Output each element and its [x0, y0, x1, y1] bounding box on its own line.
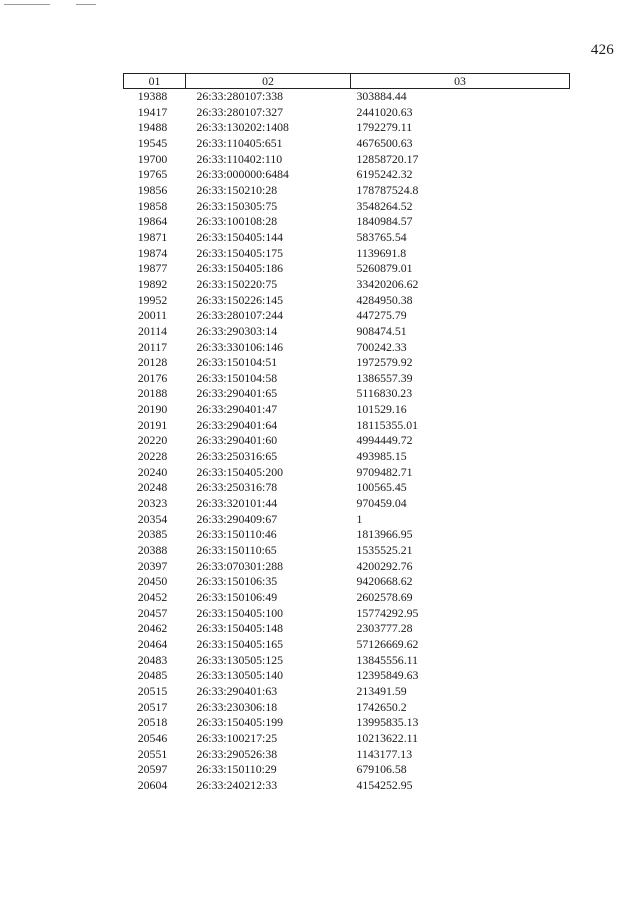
cell-value: 33420206.62 — [356, 276, 419, 291]
table-row — [124, 355, 570, 371]
cell-value: 10213622.11 — [356, 730, 418, 745]
page-number: 426 — [590, 42, 614, 58]
cell-cadastral-number: 26:33:290401:60 — [196, 433, 278, 448]
table-row — [124, 324, 570, 340]
cell-id: 20518 — [137, 715, 168, 730]
cell-id: 20128 — [137, 355, 168, 370]
cell-value: 9420668.62 — [356, 574, 413, 589]
table-row — [124, 684, 570, 700]
cell-id: 20604 — [137, 777, 168, 792]
table-row — [124, 527, 570, 543]
cell-cadastral-number: 26:33:150305:75 — [196, 198, 278, 213]
cell-id: 19700 — [137, 151, 168, 166]
cell-id: 20597 — [137, 762, 168, 777]
cell-cadastral-number: 26:33:280107:338 — [196, 89, 284, 103]
cell-cadastral-number: 26:33:150104:51 — [196, 355, 278, 370]
cell-id: 19871 — [137, 229, 168, 244]
table-row — [124, 433, 570, 449]
cell-value: 583765.54 — [356, 229, 407, 244]
cell-cadastral-number: 26:33:290409:67 — [196, 511, 278, 526]
cell-cadastral-number: 26:33:110405:651 — [196, 135, 283, 150]
cell-id: 20228 — [137, 449, 168, 464]
cell-cadastral-number: 26:33:150405:199 — [196, 715, 284, 730]
cell-value: 6195242.32 — [356, 167, 413, 182]
table-row — [124, 308, 570, 324]
cell-id: 20546 — [137, 730, 168, 745]
header-row — [124, 74, 570, 89]
table-row — [124, 512, 570, 528]
cell-value: 2303777.28 — [356, 621, 413, 636]
cell-id: 20248 — [137, 480, 168, 495]
cell-value: 1792279.11 — [356, 120, 413, 135]
table-row — [124, 120, 570, 136]
cell-cadastral-number: 26:33:280107:327 — [196, 104, 284, 119]
cell-value: 18115355.01 — [356, 417, 418, 432]
cell-cadastral-number: 26:33:330106:146 — [196, 339, 284, 354]
table-row — [124, 402, 570, 418]
column-header-02: 02 — [186, 74, 351, 89]
cell-cadastral-number: 26:33:240212:33 — [196, 777, 278, 792]
table-row — [124, 418, 570, 434]
cell-cadastral-number: 26:33:150110:46 — [196, 527, 277, 542]
cell-id: 20388 — [137, 543, 168, 558]
table-row — [124, 668, 570, 684]
cell-cadastral-number: 26:33:150104:58 — [196, 370, 278, 385]
cell-value: 4284950.38 — [356, 292, 413, 307]
cell-value: 679106.58 — [356, 762, 407, 777]
cell-id: 20515 — [137, 683, 168, 698]
cell-id: 20397 — [137, 558, 168, 573]
cell-value: 1 — [356, 511, 363, 526]
table-row — [124, 559, 570, 575]
table-row — [124, 167, 570, 183]
cell-cadastral-number: 26:33:150110:65 — [196, 543, 277, 558]
table-row — [124, 340, 570, 356]
table-row — [124, 152, 570, 168]
table-row — [124, 700, 570, 716]
cell-value: 2602578.69 — [356, 590, 413, 604]
table-row — [124, 371, 570, 387]
cell-value: 100565.45 — [356, 480, 407, 495]
table-row — [124, 574, 570, 590]
cell-value: 908474.51 — [356, 323, 407, 338]
cell-value: 213491.59 — [356, 683, 407, 698]
cell-id: 19545 — [137, 135, 168, 150]
cell-cadastral-number: 26:33:150405:200 — [196, 464, 284, 479]
cell-value: 700242.33 — [356, 339, 407, 354]
cell-value: 4200292.76 — [356, 558, 413, 573]
cell-id: 19877 — [137, 261, 168, 276]
cell-cadastral-number: 26:33:280107:244 — [196, 308, 284, 323]
cell-value: 1535525.21 — [356, 543, 413, 558]
cell-cadastral-number: 26:33:100217:25 — [196, 730, 278, 745]
cell-cadastral-number: 26:33:250316:65 — [196, 449, 278, 464]
cell-id: 20190 — [137, 402, 168, 417]
cell-cadastral-number: 26:33:290401:47 — [196, 402, 278, 417]
cell-id: 20483 — [137, 652, 168, 667]
table-row — [124, 731, 570, 747]
table-row — [124, 543, 570, 559]
cell-value: 5116830.23 — [356, 386, 413, 401]
cell-cadastral-number: 26:33:150110:29 — [196, 762, 277, 777]
cell-id: 20323 — [137, 496, 168, 511]
cell-id: 20485 — [137, 668, 168, 683]
cell-id: 20191 — [137, 417, 168, 432]
table-row — [124, 89, 570, 105]
cell-cadastral-number: 26:33:150220:75 — [196, 276, 278, 291]
table-row — [124, 246, 570, 262]
cell-cadastral-number: 26:33:150405:175 — [196, 245, 284, 260]
cell-id: 20464 — [137, 636, 168, 651]
cell-cadastral-number: 26:33:130505:125 — [196, 652, 284, 667]
table-row — [124, 136, 570, 152]
cell-id: 20457 — [137, 605, 168, 620]
scan-artifact-line — [4, 4, 50, 5]
cell-cadastral-number: 26:33:290526:38 — [196, 746, 278, 761]
cell-value: 493985.15 — [356, 449, 407, 464]
table-row — [124, 653, 570, 669]
table-header — [124, 74, 570, 89]
cell-cadastral-number: 26:33:290401:64 — [196, 417, 278, 432]
cell-id: 19858 — [137, 198, 168, 213]
cell-value: 970459.04 — [356, 496, 407, 511]
cell-id: 20114 — [137, 323, 168, 338]
cell-cadastral-number: 26:33:110402:110 — [196, 151, 283, 166]
cell-value: 4676500.63 — [356, 135, 413, 150]
cell-value: 9709482.71 — [356, 464, 413, 479]
cell-id: 19874 — [137, 245, 168, 260]
cell-cadastral-number: 26:33:100108:28 — [196, 214, 278, 229]
cell-id: 19488 — [137, 120, 168, 135]
cell-value: 1139691.8 — [356, 245, 407, 260]
table-row — [124, 277, 570, 293]
cell-id: 20385 — [137, 527, 168, 542]
cell-id: 19952 — [137, 292, 168, 307]
cell-id: 20450 — [137, 574, 168, 589]
table-row — [124, 778, 570, 794]
cell-value: 1143177.13 — [356, 746, 413, 761]
table-row — [124, 762, 570, 778]
cell-value: 1813966.95 — [356, 527, 413, 542]
cell-id: 20551 — [137, 746, 168, 761]
cell-value: 15774292.95 — [356, 605, 419, 620]
cell-value: 2441020.63 — [356, 104, 413, 119]
table-row — [124, 747, 570, 763]
table-row — [124, 590, 570, 606]
table-row — [124, 449, 570, 465]
cell-value: 4994449.72 — [356, 433, 413, 448]
cell-cadastral-number: 26:33:150106:49 — [196, 590, 278, 604]
cell-value: 101529.16 — [356, 402, 407, 417]
table-row — [124, 183, 570, 199]
cell-cadastral-number: 26:33:230306:18 — [196, 699, 278, 714]
cell-cadastral-number: 26:33:150405:148 — [196, 621, 284, 636]
cell-value: 4154252.95 — [356, 777, 413, 792]
cell-value: 303884.44 — [356, 89, 407, 103]
cell-id: 20240 — [137, 464, 168, 479]
table-row — [124, 261, 570, 277]
table-row — [124, 496, 570, 512]
table-row — [124, 715, 570, 731]
table-row — [124, 214, 570, 230]
table-row — [124, 606, 570, 622]
cell-cadastral-number: 26:33:000000:6484 — [196, 167, 289, 182]
column-header-03: 03 — [351, 74, 570, 89]
table-row — [124, 386, 570, 402]
cell-cadastral-number: 26:33:290401:65 — [196, 386, 278, 401]
cell-id: 20354 — [137, 511, 168, 526]
cell-id: 20117 — [137, 339, 168, 354]
cell-value: 57126669.62 — [356, 636, 419, 651]
cell-value: 178787524.8 — [356, 182, 419, 197]
data-table — [123, 73, 570, 794]
cell-value: 13995835.13 — [356, 715, 419, 730]
cell-cadastral-number: 26:33:290303:14 — [196, 323, 278, 338]
table-row — [124, 105, 570, 121]
cell-id: 19864 — [137, 214, 168, 229]
cell-value: 12858720.17 — [356, 151, 419, 166]
cell-id: 20452 — [137, 590, 168, 604]
cell-id: 19856 — [137, 182, 168, 197]
cell-cadastral-number: 26:33:320101:44 — [196, 496, 278, 511]
cell-value: 1840984.57 — [356, 214, 413, 229]
cell-cadastral-number: 26:33:130202:1408 — [196, 120, 289, 135]
column-header-01: 01 — [124, 74, 186, 89]
cell-cadastral-number: 26:33:150106:35 — [196, 574, 278, 589]
table-row — [124, 480, 570, 496]
cell-id: 20176 — [137, 370, 168, 385]
cell-value: 1386557.39 — [356, 370, 413, 385]
cell-id: 20517 — [137, 699, 168, 714]
cell-value: 5260879.01 — [356, 261, 413, 276]
cell-cadastral-number: 26:33:150405:165 — [196, 636, 284, 651]
cell-value: 1972579.92 — [356, 355, 413, 370]
cell-id: 20188 — [137, 386, 168, 401]
cell-cadastral-number: 26:33:150405:144 — [196, 229, 284, 244]
cell-value: 13845556.11 — [356, 652, 418, 667]
cell-cadastral-number: 26:33:130505:140 — [196, 668, 284, 683]
cell-cadastral-number: 26:33:150210:28 — [196, 182, 278, 197]
cell-id: 20462 — [137, 621, 168, 636]
scan-artifact-line — [76, 4, 96, 5]
cell-value: 447275.79 — [356, 308, 407, 323]
cell-cadastral-number: 26:33:150405:100 — [196, 605, 284, 620]
cell-value: 1742650.2 — [356, 699, 407, 714]
table-row — [124, 465, 570, 481]
table-row — [124, 293, 570, 309]
cell-id: 20220 — [137, 433, 168, 448]
cell-cadastral-number: 26:33:290401:63 — [196, 683, 278, 698]
cell-id: 19765 — [137, 167, 168, 182]
cell-value: 3548264.52 — [356, 198, 413, 213]
cell-id: 19892 — [137, 276, 168, 291]
cell-cadastral-number: 26:33:250316:78 — [196, 480, 278, 495]
cell-cadastral-number: 26:33:150226:145 — [196, 292, 284, 307]
cell-id: 19417 — [137, 104, 168, 119]
table-row — [124, 637, 570, 653]
cell-cadastral-number: 26:33:150405:186 — [196, 261, 284, 276]
cell-id: 20011 — [137, 308, 168, 323]
table-body — [124, 89, 570, 794]
table-row — [124, 230, 570, 246]
table-row — [124, 199, 570, 215]
cell-value: 12395849.63 — [356, 668, 419, 683]
cell-cadastral-number: 26:33:070301:288 — [196, 558, 284, 573]
table-row — [124, 621, 570, 637]
cell-id: 19388 — [137, 89, 168, 103]
